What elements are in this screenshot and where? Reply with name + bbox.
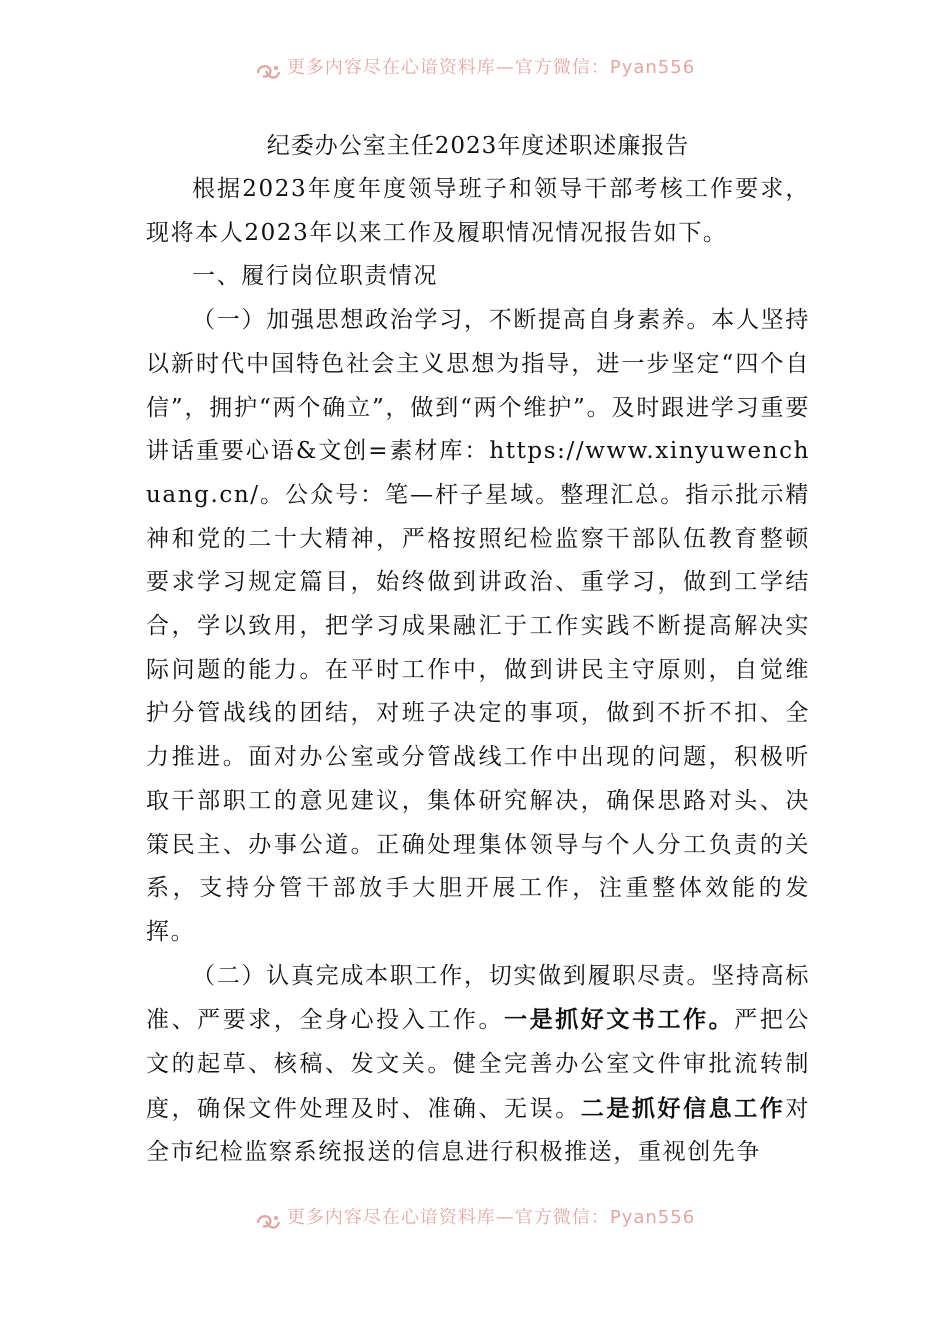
document-body [146, 124, 810, 1175]
footer-watermark [0, 1208, 950, 1238]
para2-middle: 严把公文的起草、核稿、发文关。健全完善办公室文件审批流转制度，确保文件处理及时、准确、无误。 [146, 1007, 811, 1122]
watermark-text: 更多内容尽在心谙资料库—官方微信：Pyan556 [286, 58, 696, 78]
body-paragraph-1: （一）加强思想政治学习，不断提高自身素养。本人坚持以新时代中国特色社会主义思想为指导，进一步坚定“四个自信”，拥护“两个确立”，做到“两个维护”。及时跟进学习重要讲话重要心语&文创=素材库：https://www.xinyuwenchuang.cn/。公众号：笔—杆子星域。整理汇总。指示批示精神和党的二十大精神，严格按照纪检监察干部队伍教育整顿要求学习规定篇目，始终做到讲政治、重学习，做到工学结合，学以致用，把学习成果融汇于工作实践不断提高解决实际问题的能力。在平时工作中，做到讲民主守原则，自觉维护分管战线的团结，对班子决定的事项，做到不折不扣、全力推进。面对办公室或分管战线工作中出现的问题，积极听取干部职工的意见建议，集体研究解决，确保思路对头、决策民主、办事公道。正确处理集体领导与个人分工负责的关系，支持分管干部放手大胆开展工作，注重整体效能的发挥。 [146, 307, 810, 945]
header-watermark [0, 58, 950, 88]
para2-bold-point-2: 二是抓好信息工作 [580, 1094, 786, 1122]
para2-bold-point-1: 一是抓好文书工作。 [504, 1006, 735, 1034]
para2-lead: （二）认真完成本职工作，切实做到履职尽责。坚持高标准、严要求，全身心投入工作。 [146, 962, 810, 1034]
section-heading: 一、履行岗位职责情况 [192, 263, 438, 290]
brand-logo-icon [255, 1212, 281, 1234]
page-title: 纪委办公室主任2023年度述职述廉报告 [266, 133, 690, 159]
body-paragraph-2 [146, 955, 810, 1176]
para2-tail: 对全市纪检监察系统报送的信息进行积极推送，重视创先争 [146, 1095, 810, 1166]
watermark-text: 更多内容尽在心谙资料库—官方微信：Pyan556 [286, 1208, 696, 1228]
brand-logo-icon [255, 62, 281, 84]
intro-paragraph: 根据2023年度年度领导班子和领导干部考核工作要求，现将本人2023年以来工作及履职情况情况报告如下。 [146, 176, 810, 246]
